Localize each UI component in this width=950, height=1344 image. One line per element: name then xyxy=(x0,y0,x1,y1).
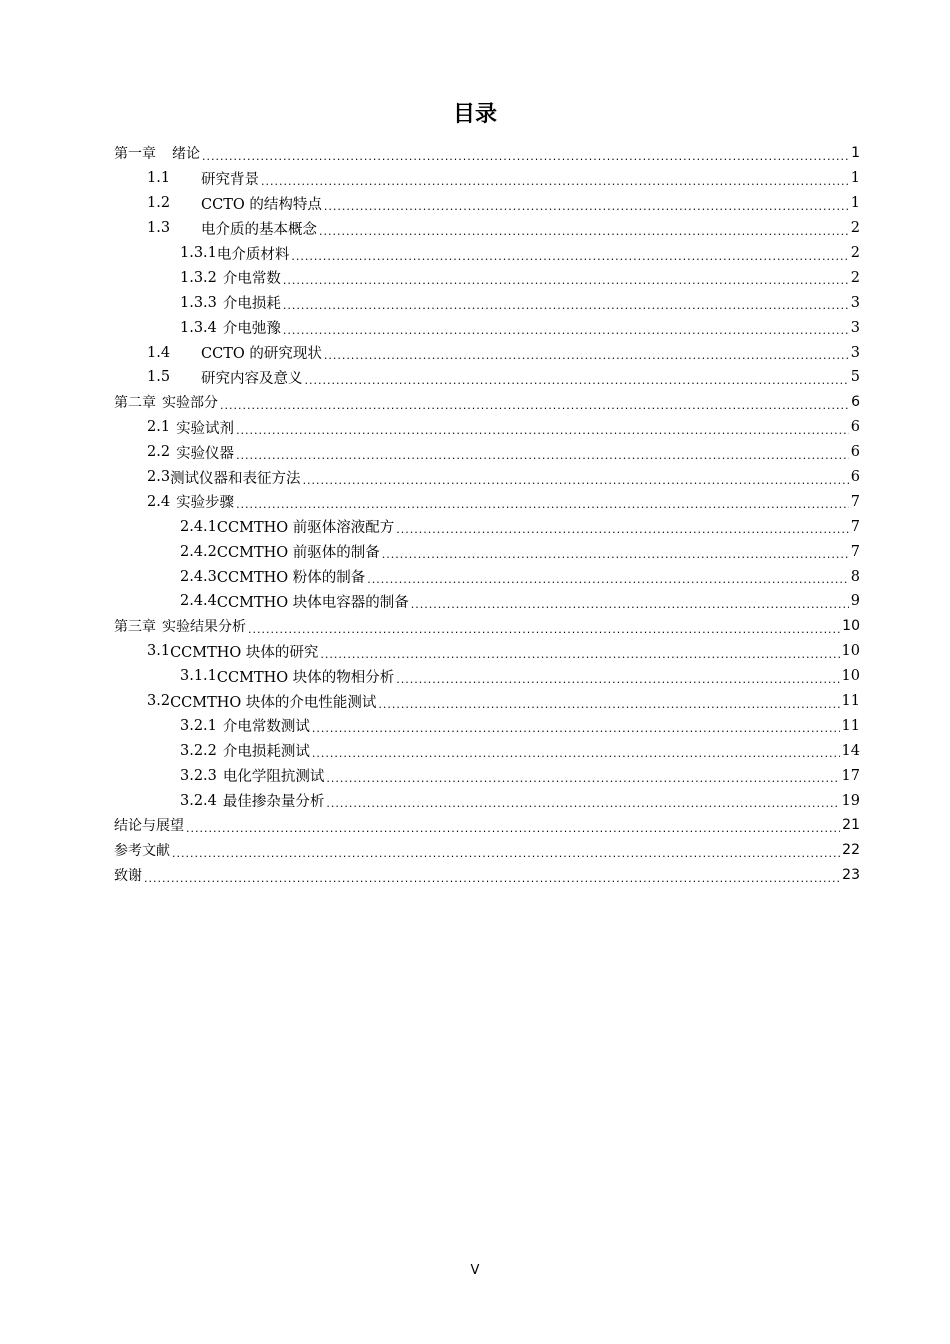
toc-entry-number: 1.5 xyxy=(147,369,171,386)
dot-leader xyxy=(312,723,840,734)
toc-entry-label: 介电弛豫 xyxy=(222,321,281,338)
toc-entry-label: CCMTHO 块体的物相分析 xyxy=(216,669,395,686)
toc-entry-number: 1.3.4 xyxy=(180,319,217,336)
toc-entry-label: 测试仪器和表征方法 xyxy=(170,470,301,487)
toc-entry-page: 2 xyxy=(850,245,860,261)
toc-entry-label: 实验结果分析 xyxy=(162,619,246,636)
toc-entry-conclusion[interactable] xyxy=(114,813,860,838)
toc-entry-number: 1.3 xyxy=(147,220,171,237)
dot-leader xyxy=(382,549,849,560)
dot-leader xyxy=(367,574,849,585)
toc-entry-chapter-3[interactable] xyxy=(114,614,860,639)
toc-entry-3-2-3[interactable] xyxy=(114,763,860,788)
dot-leader xyxy=(303,475,849,486)
dot-leader xyxy=(236,499,849,510)
toc-entry-number: 3.2.3 xyxy=(180,767,217,784)
toc-entry-page: 9 xyxy=(850,593,860,610)
toc-entry-2-1[interactable] xyxy=(114,415,860,440)
toc-entry-page: 7 xyxy=(850,518,860,535)
toc-entry-label: CCMTHO 前驱体的制备 xyxy=(216,545,380,562)
toc-entry-label: 介电常数 xyxy=(222,271,281,288)
toc-entry-1-1[interactable] xyxy=(114,166,860,191)
toc-entry-label: 致谢 xyxy=(114,868,142,885)
dot-leader xyxy=(396,524,849,535)
toc-entry-label: 结论与展望 xyxy=(114,818,184,835)
toc-entry-page: 14 xyxy=(841,742,860,759)
toc-entry-1-5[interactable] xyxy=(114,365,860,390)
toc-entry-page: 3 xyxy=(850,294,860,311)
toc-entry-1-3-4[interactable] xyxy=(114,315,860,340)
toc-entry-page: 8 xyxy=(850,568,860,585)
toc-entry-page: 1 xyxy=(850,195,860,212)
dot-leader xyxy=(248,624,840,635)
dot-leader xyxy=(202,151,849,162)
dot-leader xyxy=(283,325,849,336)
toc-entry-2-2[interactable] xyxy=(114,440,860,465)
dot-leader xyxy=(324,350,849,361)
toc-entry-2-4-1[interactable] xyxy=(114,514,860,539)
toc-entry-2-4-4[interactable] xyxy=(114,589,860,614)
toc-entry-number: 3.1 xyxy=(147,643,171,660)
toc-title: 目录 xyxy=(452,102,497,127)
toc-entry-number: 1.4 xyxy=(147,344,171,361)
toc-entry-label: 实验仪器 xyxy=(176,445,235,462)
toc-entry-number: 2.4.1 xyxy=(180,518,217,535)
toc-entry-number: 1.1 xyxy=(147,170,171,187)
toc-entry-label: 研究内容及意义 xyxy=(201,370,303,387)
toc-entry-page: 7 xyxy=(850,493,860,510)
toc-entry-number: 2.2 xyxy=(147,444,171,461)
toc-entry-1-3-3[interactable] xyxy=(114,290,860,315)
toc-entry-page: 22 xyxy=(842,842,860,859)
toc-entry-label: CCMTHO 前驱体溶液配方 xyxy=(216,520,395,537)
toc-entry-number: 2.4.4 xyxy=(180,593,217,610)
dot-leader xyxy=(236,425,849,436)
dot-leader xyxy=(312,748,840,759)
toc-entry-page: 21 xyxy=(842,817,860,834)
toc-entry-label: 介电损耗 xyxy=(222,296,281,313)
toc-entry-label: 介电损耗测试 xyxy=(222,744,310,761)
toc-entry-page: 2 xyxy=(850,220,860,237)
toc-entry-page: 10 xyxy=(842,618,860,635)
toc-entry-label: 实验试剂 xyxy=(176,420,235,437)
toc-entry-acknowledgements[interactable] xyxy=(114,863,860,888)
toc-entry-number: 第三章 xyxy=(114,619,156,636)
toc-entry-references[interactable] xyxy=(114,838,860,863)
toc-entry-number: 2.3 xyxy=(147,469,171,486)
toc-entry-number: 3.2.2 xyxy=(180,742,217,759)
toc-entry-page: 7 xyxy=(850,543,860,560)
toc-entry-3-1-1[interactable] xyxy=(114,664,860,689)
toc-entry-3-1[interactable] xyxy=(114,639,860,664)
toc-entry-1-4[interactable] xyxy=(114,340,860,365)
dot-leader xyxy=(186,823,840,834)
toc-entry-label: 电介质材料 xyxy=(216,246,290,263)
toc-entry-page: 6 xyxy=(850,419,860,436)
toc-entry-label: CCTO 的结构特点 xyxy=(201,196,322,213)
toc-entry-number: 3.2.4 xyxy=(180,792,217,809)
toc-entry-1-3[interactable] xyxy=(114,216,860,241)
toc-entry-page: 19 xyxy=(841,792,860,809)
toc-entry-page: 5 xyxy=(850,369,860,386)
toc-entry-page: 6 xyxy=(851,394,860,411)
dot-leader xyxy=(144,873,840,884)
toc-entry-3-2-1[interactable] xyxy=(114,713,860,738)
toc-entry-label: 参考文献 xyxy=(114,843,170,860)
toc-entry-number: 1.3.3 xyxy=(180,294,217,311)
dot-leader xyxy=(411,599,849,610)
dot-leader xyxy=(319,226,849,237)
toc-entry-page: 11 xyxy=(841,693,860,710)
toc-entry-label: CCMTHO 块体的介电性能测试 xyxy=(170,694,377,711)
toc-entry-page: 1 xyxy=(851,145,860,162)
toc-entry-page: 2 xyxy=(850,269,860,286)
toc-entry-number: 第二章 xyxy=(114,395,156,412)
dot-leader xyxy=(378,699,839,710)
toc-entry-label: 电介质的基本概念 xyxy=(201,221,317,238)
toc-entry-1-3-1[interactable] xyxy=(114,241,860,266)
dot-leader xyxy=(326,773,839,784)
toc-entry-number: 2.1 xyxy=(147,419,171,436)
toc-entry-page: 3 xyxy=(850,319,860,336)
toc-entry-chapter-2[interactable] xyxy=(114,390,860,415)
toc-entry-label: CCMTHO 粉体的制备 xyxy=(216,570,366,587)
toc-entry-label: 研究背景 xyxy=(201,171,259,188)
toc-entry-page: 6 xyxy=(850,444,860,461)
dot-leader xyxy=(324,201,849,212)
toc-entry-page: 6 xyxy=(850,469,860,486)
toc-entry-page: 23 xyxy=(842,867,860,884)
toc-entry-label: 电化学阻抗测试 xyxy=(222,769,325,786)
toc-entry-page: 10 xyxy=(841,643,860,660)
toc-entry-3-2-4[interactable] xyxy=(114,788,860,813)
toc-entry-1-2[interactable] xyxy=(114,191,860,216)
toc-entry-1-3-2[interactable] xyxy=(114,265,860,290)
toc-entry-number: 1.3.1 xyxy=(180,245,217,261)
dot-leader xyxy=(396,674,839,685)
toc-entry-number: 2.4.2 xyxy=(180,543,217,560)
toc-entry-number: 第一章 xyxy=(114,146,156,163)
toc-entry-2-4-3[interactable] xyxy=(114,564,860,589)
dot-leader xyxy=(320,649,839,660)
toc-entry-chapter-1[interactable] xyxy=(114,141,860,166)
toc-entry-page: 11 xyxy=(841,717,860,734)
dot-leader xyxy=(236,450,849,461)
dot-leader xyxy=(283,275,849,286)
toc-entry-page: 1 xyxy=(850,170,860,187)
toc-entry-number: 1.2 xyxy=(147,195,171,212)
dot-leader xyxy=(305,375,849,386)
dot-leader xyxy=(261,176,849,187)
toc-entry-label: 实验步骤 xyxy=(176,495,235,512)
toc-entry-number: 3.1.1 xyxy=(180,668,217,685)
toc-entry-label: 绪论 xyxy=(172,146,200,163)
table-of-contents xyxy=(114,141,860,888)
toc-entry-number: 2.4.3 xyxy=(180,568,217,585)
toc-entry-number: 3.2.1 xyxy=(180,717,217,734)
toc-entry-2-4[interactable] xyxy=(114,489,860,514)
dot-leader xyxy=(291,251,848,262)
dot-leader xyxy=(220,400,849,411)
toc-entry-page: 17 xyxy=(841,767,860,784)
toc-entry-3-2[interactable] xyxy=(114,689,860,714)
toc-entry-page: 10 xyxy=(841,668,860,685)
toc-entry-label: CCMTHO 块体的研究 xyxy=(170,644,319,661)
toc-entry-number: 2.4 xyxy=(147,493,171,510)
toc-entry-2-4-2[interactable] xyxy=(114,539,860,564)
toc-entry-label: CCMTHO 块体电容器的制备 xyxy=(216,594,409,611)
toc-entry-label: 介电常数测试 xyxy=(222,719,310,736)
toc-entry-label: 实验部分 xyxy=(162,395,218,412)
dot-leader xyxy=(172,848,840,859)
dot-leader xyxy=(326,798,839,809)
toc-entry-2-3[interactable] xyxy=(114,465,860,490)
dot-leader xyxy=(283,300,849,311)
toc-entry-label: CCTO 的研究现状 xyxy=(201,346,322,363)
toc-entry-page: 3 xyxy=(850,344,860,361)
toc-entry-label: 最佳掺杂量分析 xyxy=(222,794,325,811)
toc-entry-3-2-2[interactable] xyxy=(114,738,860,763)
page-number-footer: V xyxy=(470,1263,480,1278)
toc-entry-number: 3.2 xyxy=(147,693,171,710)
toc-entry-number: 1.3.2 xyxy=(180,269,217,286)
